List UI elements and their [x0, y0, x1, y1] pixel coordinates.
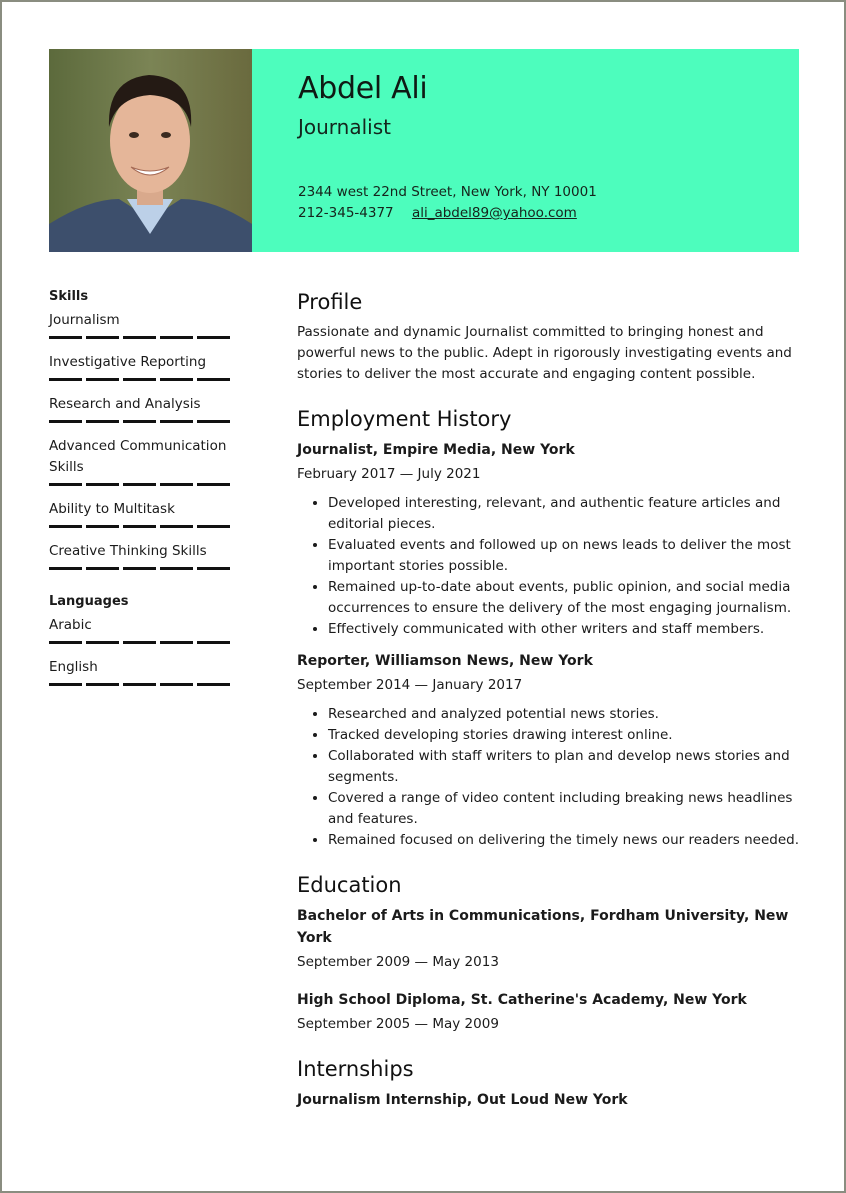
profile-photo [49, 49, 252, 252]
skill-level-bar [49, 378, 231, 381]
education-title: Bachelor of Arts in Communications, Fordham University, New York [297, 908, 789, 946]
skill-item [49, 541, 231, 570]
skill-item [49, 310, 231, 339]
language-level-bar [49, 683, 231, 686]
language-item [49, 615, 231, 644]
main-content [297, 290, 807, 1133]
skill-name: Investigative Reporting [49, 354, 207, 370]
job-bullet: • Effectively communicated with other writers and staff members. [328, 619, 807, 640]
profile-text: Passionate and dynamic Journalist committed to bringing honest and powerful news to the public. Adept in rigorously investigating events and stories to deliver the most accurate and engaging content possible. [297, 324, 792, 382]
job-bullet: • Remained focused on delivering the timely news our readers needed. [328, 830, 807, 851]
skill-item [49, 436, 231, 486]
phone: 212-345-4377 [298, 205, 394, 221]
job-bullet: • Evaluated events and followed up on news leads to deliver the most important stories possible. [328, 535, 807, 577]
profile-heading: Profile [297, 290, 363, 314]
skill-name: Research and Analysis [49, 396, 201, 412]
education-section [297, 873, 807, 1035]
portrait-image [49, 49, 252, 252]
job-bullet: • Tracked developing stories drawing interest online. [328, 725, 807, 746]
skills-list [49, 310, 231, 570]
sidebar [49, 289, 231, 699]
language-item [49, 657, 231, 686]
candidate-role: Journalist [298, 115, 391, 139]
education-heading: Education [297, 873, 402, 897]
internship-title: Journalism Internship, Out Loud New York [297, 1092, 628, 1108]
education-entry [297, 905, 807, 973]
job-dates: February 2017 — July 2021 [297, 466, 481, 482]
skill-level-bar [49, 525, 231, 528]
job-bullet: • Collaborated with staff writers to plan and develop news stories and segments. [328, 746, 807, 788]
job-entry [297, 650, 807, 851]
language-level-bar [49, 641, 231, 644]
education-entry [297, 989, 807, 1035]
education-dates: September 2009 — May 2013 [297, 954, 499, 970]
internships-section [297, 1057, 807, 1111]
job-entry [297, 439, 807, 640]
skill-level-bar [49, 483, 231, 486]
job-dates: September 2014 — January 2017 [297, 677, 523, 693]
job-bullets [297, 704, 807, 851]
languages-list [49, 615, 231, 686]
job-bullet: • Researched and analyzed potential news stories. [328, 704, 807, 725]
skill-item [49, 499, 231, 528]
skill-level-bar [49, 567, 231, 570]
skill-level-bar [49, 336, 231, 339]
employment-heading: Employment History [297, 407, 512, 431]
skills-title: Skills [49, 289, 89, 304]
job-bullet: • Developed interesting, relevant, and authentic feature articles and editorial pieces. [328, 493, 807, 535]
skill-level-bar [49, 420, 231, 423]
education-title: High School Diploma, St. Catherine's Academy, New York [297, 992, 747, 1008]
contact-line [298, 205, 577, 221]
address: 2344 west 22nd Street, New York, NY 10001 [298, 184, 597, 200]
job-title: Journalist, Empire Media, New York [297, 442, 575, 458]
employment-section [297, 407, 807, 851]
candidate-name: Abdel Ali [298, 71, 428, 106]
education-dates: September 2005 — May 2009 [297, 1016, 499, 1032]
job-bullet: • Covered a range of video content including breaking news headlines and features. [328, 788, 807, 830]
skill-name: Ability to Multitask [49, 501, 175, 517]
language-name: Arabic [49, 617, 92, 633]
job-title: Reporter, Williamson News, New York [297, 653, 593, 669]
skill-item [49, 352, 231, 381]
profile-section [297, 290, 807, 385]
skill-name: Journalism [49, 312, 120, 328]
skill-name: Advanced Communication Skills [49, 438, 227, 475]
job-bullet: • Remained up-to-date about events, public opinion, and social media occurrences to ensure the delivery of the most engaging journalism. [328, 577, 807, 619]
skill-item [49, 394, 231, 423]
languages-title: Languages [49, 594, 129, 609]
skill-name: Creative Thinking Skills [49, 543, 207, 559]
job-bullets [297, 493, 807, 640]
header-banner [252, 49, 799, 252]
internships-heading: Internships [297, 1057, 414, 1081]
language-name: English [49, 659, 98, 675]
email-link[interactable]: ali_abdel89@yahoo.com [411, 205, 577, 221]
